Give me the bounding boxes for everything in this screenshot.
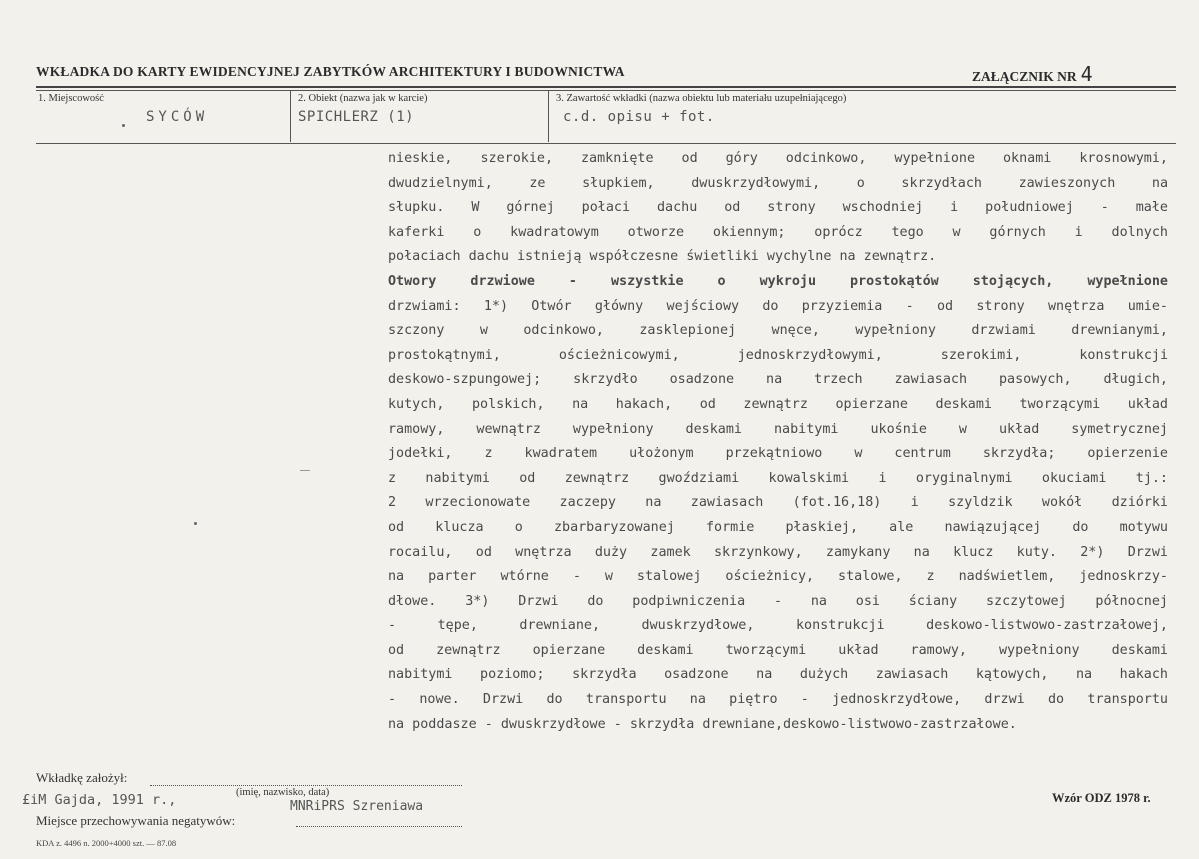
body-line: jodełki, z kwadratem ułożonym przekątniowo w centrum skrzydła; opierzenie xyxy=(388,446,1168,462)
paper-speck xyxy=(122,124,125,127)
object-value: SPICHLERZ (1) xyxy=(298,109,415,125)
print-info: KDA z. 4496 n. 2000+4000 szt. — 87.08 xyxy=(36,838,177,848)
body-line: nabitymi poziomo; skrzydła osadzone na dużych zawiasach kątowych, na hakach xyxy=(388,667,1168,683)
margin-dash xyxy=(300,470,310,471)
founded-label: Wkładkę założył: xyxy=(36,770,128,785)
body-line: drzwiami: 1*) Otwór główny wejściowy do przyziemia - od strony wnętrza umie- xyxy=(388,298,1168,314)
founded-dotline xyxy=(150,785,462,786)
body-line: z nabitymi od zewnątrz gwoździami kowalskimi i oryginalnymi okuciami tj.: xyxy=(388,470,1168,486)
body-line: na poddasze - dwuskrzydłowe - skrzydła drewniane,deskowo-listwowo-zastrzałowe. xyxy=(388,716,1017,732)
body-line: 2 wrzecionowate zaczepy na zawiasach (fot.16,18) i szyldzik wokół dziórki xyxy=(388,495,1168,511)
body-line: nieskie, szerokie, zamknięte od góry odcinkowo, wypełnione oknami krosnowymi, xyxy=(388,151,1168,166)
field-divider-1 xyxy=(290,90,291,142)
storage-dotline xyxy=(296,826,462,827)
body-line: słupku. W górnej połaci dachu od strony wschodniej i południowej - małe xyxy=(388,200,1168,216)
founded-hint: (imię, nazwisko, data) xyxy=(236,787,330,798)
annex-number: 4 xyxy=(1080,62,1093,86)
annex-label-group xyxy=(972,62,1093,86)
body-line: kaferki o kwadratowym otworze okiennym; oprócz tego w górnych i dolnych xyxy=(388,224,1168,240)
paper-speck xyxy=(194,522,197,525)
body-line: szczony w odcinkowo, zasklepionej wnęce, wypełniony drzwiami drewnianymi, xyxy=(388,323,1168,339)
body-line: dłowe. 3*) Drzwi do podpiwniczenia - na osi ściany szczytowej północnej xyxy=(388,593,1168,609)
body-line: dwudzielnymi, ze słupkiem, dwuskrzydłowymi, o skrzydłach zawieszonych na xyxy=(388,175,1168,191)
body-line: deskowo-szpungowej; skrzydło osadzone na trzech zawiasach pasowych, długich, xyxy=(388,372,1168,388)
storage-value: MNRiPRS Szreniawa xyxy=(290,799,424,814)
body-line: Otwory drzwiowe - wszystkie o wykroju prostokątów stojących, wypełnione xyxy=(388,273,1168,289)
form-pattern: Wzór ODZ 1978 r. xyxy=(1052,791,1151,805)
body-line: ramowy, wewnątrz wypełniony deskami nabitymi ukośnie w układ symetrycznej xyxy=(388,421,1168,437)
body-line: kutych, polskich, na hakach, od zewnątrz opierzane deskami tworzącymi układ xyxy=(388,396,1168,412)
locality-value: SYCÓW xyxy=(146,109,209,125)
field-row-rule xyxy=(36,143,1176,144)
content-label: 3. Zawartość wkładki (nazwa obiektu lub materiału uzupełniającego) xyxy=(556,93,847,104)
body-line: - tępe, drewniane, dwuskrzydłowe, konstrukcji deskowo-listwowo-zastrzałowej, xyxy=(388,618,1168,634)
founded-value: £iM Gajda, 1991 r., xyxy=(22,792,177,808)
field-divider-2 xyxy=(548,90,549,142)
annex-label: ZAŁĄCZNIK NR xyxy=(972,69,1077,84)
form-title: WKŁADKA DO KARTY EWIDENCYJNEJ ZABYTKÓW ARCHITEKTURY I BUDOWNICTWA xyxy=(36,64,625,79)
body-line: od zewnątrz opierzane deskami tworzącymi układ ramowy, wypełniony deskami xyxy=(388,642,1168,658)
locality-label: 1. Miejscowość xyxy=(38,93,104,104)
body-line: od klucza o zbarbaryzowanej formie płaskiej, ale nawiązującej do motywu xyxy=(388,519,1168,535)
header-rule-top xyxy=(36,86,1176,88)
body-line: prostokątnymi, ościeżnicowymi, jednoskrzydłowymi, szerokimi, konstrukcji xyxy=(388,347,1168,363)
description-body xyxy=(388,147,1168,737)
body-line: rocailu, od wnętrza duży zamek skrzynkowy, zamykany na klucz kuty. 2*) Drzwi xyxy=(388,544,1168,560)
header-rule-bottom xyxy=(36,90,1176,91)
body-line: na parter wtórne - w stalowej ościeżnicy, stalowe, z nadświetlem, jednoskrzy- xyxy=(388,569,1168,585)
storage-label: Miejsce przechowywania negatywów: xyxy=(36,813,236,828)
object-label: 2. Obiekt (nazwa jak w karcie) xyxy=(298,93,428,104)
content-value: c.d. opisu + fot. xyxy=(563,109,715,125)
body-line: - nowe. Drzwi do transportu na piętro - jednoskrzydłowe, drzwi do transportu xyxy=(388,692,1168,708)
body-line: połaciach dachu istnieją współczesne świetliki wychylne na zewnątrz. xyxy=(388,249,937,265)
